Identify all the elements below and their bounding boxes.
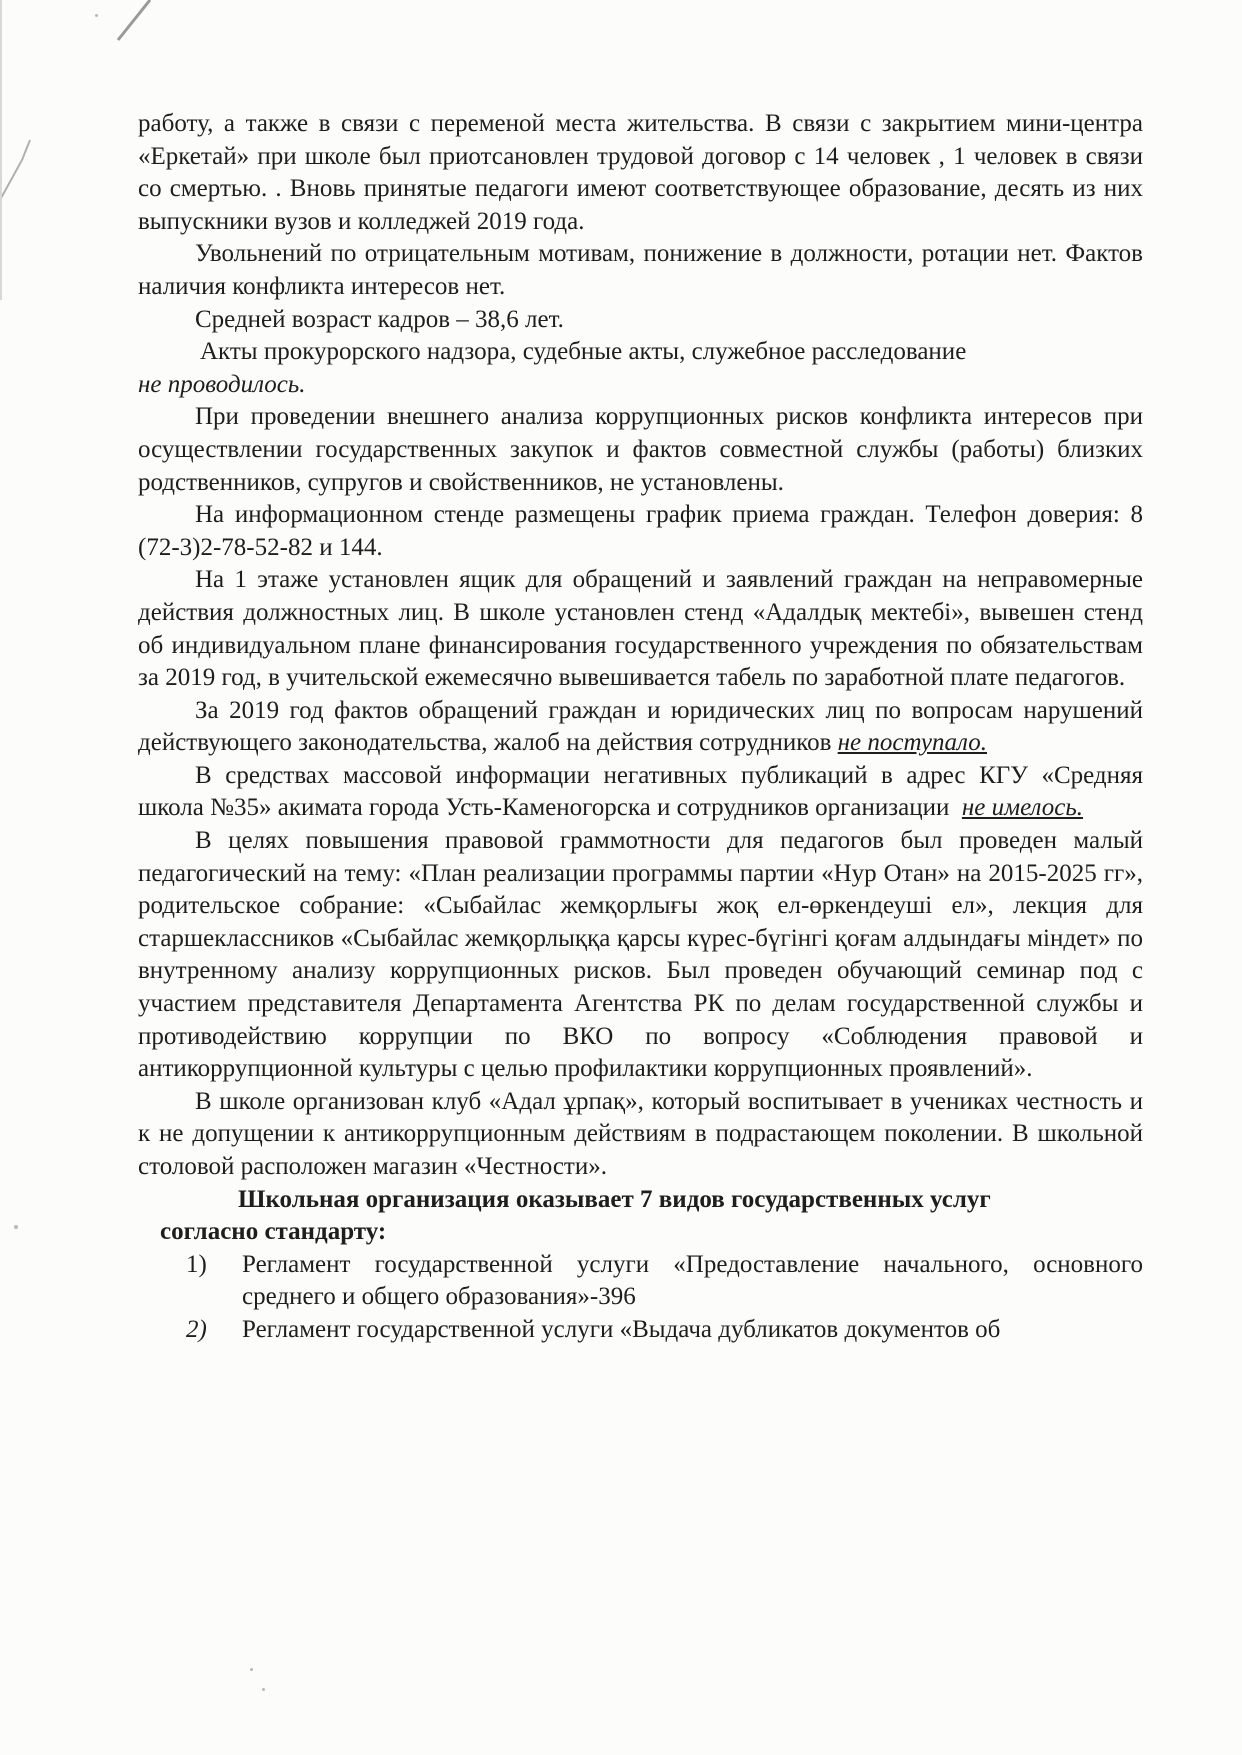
services-list [138, 1249, 1143, 1347]
prosecutor-acts-text: Акты прокурорского надзора, судебные акты, служебное расследование [200, 338, 967, 366]
appeals-italic: не поступало. [837, 729, 987, 757]
services-heading [138, 1184, 1143, 1249]
list-item-text: Регламент государственной услуги «Выдача дубликатов документов об [242, 1315, 1001, 1343]
services-heading-line1: Школьная организация оказывает 7 видов государственных услуг [238, 1185, 991, 1213]
media-text: В средствах массовой информации негативных публикаций в адрес КГУ «Средняя школа №35» акимата города Усть-Каменогорска и сотрудников организации [138, 761, 1143, 822]
list-item-text: Регламент государственной услуги «Предоставление начального, основного среднего и общего образования»-396 [242, 1250, 1143, 1311]
paragraph-corruption-analysis: При проведении внешнего анализа коррупционных рисков конфликта интересов при осуществлении государственных закупок и фактов совместной службы (работы) близких родственников, супругов и свойственников, не установлены. [138, 403, 1143, 496]
scan-speck [262, 1688, 265, 1691]
paragraph-club: В школе организован клуб «Адал ұрпақ», который воспитывает в учениках честность и к не допущении к антикоррупционным действиям в подрастающем поколении. В школьной столовой расположен магазин «Честности». [138, 1087, 1143, 1180]
paragraph-appeals [138, 695, 1143, 760]
paragraph-info-stand: На информационном стенде размещены график приема граждан. Телефон доверия: 8 (72-3)2-78-52-82 и 144. [138, 501, 1143, 561]
list-item [138, 1249, 1143, 1314]
paragraph-prosecutor-acts [138, 336, 1143, 401]
paragraph-average-age: Средней возраст кадров – 38,6 лет. [195, 305, 564, 333]
paragraph-legal-literacy: В целях повышения правовой граммотности для педагогов был проведен малый педагогический на тему: «План реализации программы партии «Нур Отан» на 2015-2025 гг», родительское собрание: «Сыбайлас жемқорлығы жоқ ел-өркендеуші ел», лекция для старшеклассников «Сыбайлас жемқорлыққа қарсы күрес-бүгінгі қоғам алдындағы міндет» по внутренному анализу коррупционных рисков. Был проведен обучающий семинар под с участием представителя Департамента Агентства РК по делам государственной службы и противодействию коррупции по ВКО по вопросу «Соблюдения правовой и антикоррупционной культуры с целью профилактики коррупционных проявлений». [138, 827, 1143, 1083]
media-italic: не имелось. [961, 794, 1083, 822]
list-item [138, 1314, 1143, 1347]
list-item-number: 1) [186, 1250, 207, 1278]
paragraph-dismissals: Увольнений по отрицательным мотивам, понижение в должности, ротации нет. Фактов наличия конфликта интересов нет. [138, 240, 1143, 300]
prosecutor-acts-italic: не проводилось. [138, 370, 306, 398]
services-heading-line2: согласно стандарту: [160, 1218, 387, 1246]
paragraph-staff-changes: работу, а также в связи с переменой места жительства. В связи с закрытием мини-центра «Еркетай» при школе был приотсановлен трудовой договор с 14 человек , 1 человек в связи со смертью. . Вновь принятые педагоги имеют соответствующее образование, десять из них выпускники вузов и колледжей 2019 года. [138, 110, 1143, 235]
scan-speck [14, 1225, 18, 1229]
paragraph-complaint-box: На 1 этаже установлен ящик для обращений и заявлений граждан на неправомерные действия должностных лиц. В школе установлен стенд «Адалдық мектебі», вывешен стенд об индивидуальном плане финансирования государственного учреждения по обязательствам за 2019 год, в учительской ежемесячно вывешивается табель по заработной плате педагогов. [138, 566, 1143, 692]
scan-edge-shadow [0, 0, 160, 300]
scan-speck [95, 14, 98, 17]
document-body [138, 108, 1143, 1347]
list-item-number: 2) [186, 1315, 207, 1343]
scan-speck [250, 1668, 253, 1671]
paragraph-media [138, 760, 1143, 825]
appeals-text: За 2019 год фактов обращений граждан и юридических лиц по вопросам нарушений действующего законодательства, жалоб на действия сотрудников [138, 696, 1143, 757]
